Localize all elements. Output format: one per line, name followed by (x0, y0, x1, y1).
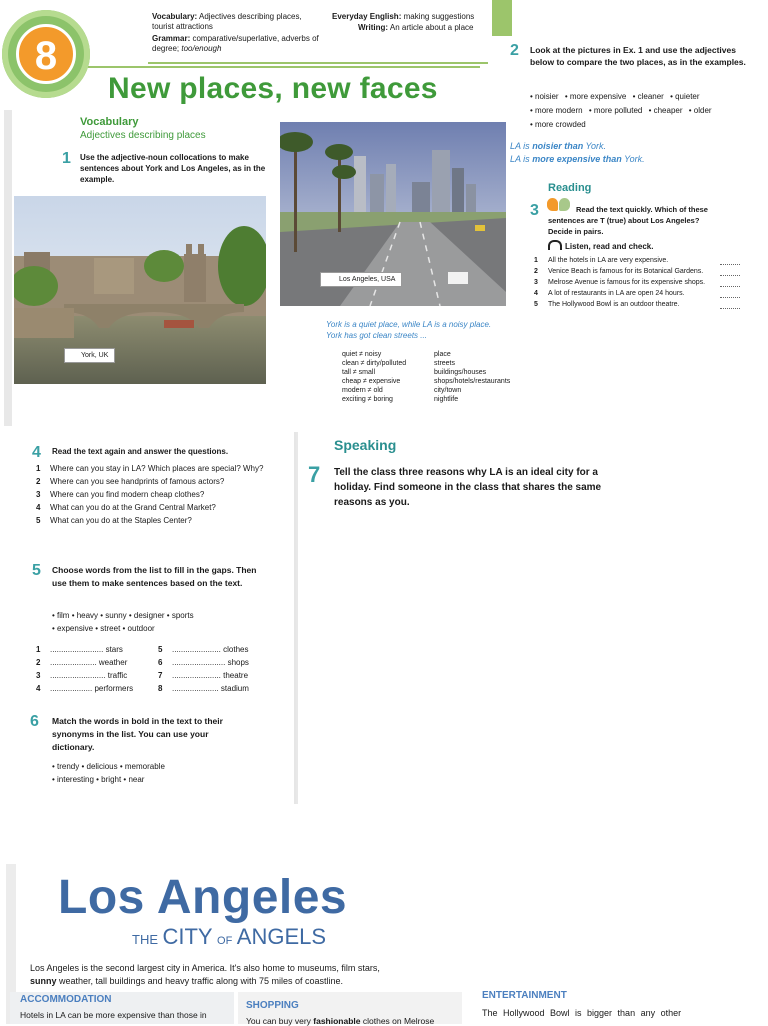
statement-text: A lot of restaurants in LA are open 24 hours. (548, 290, 685, 297)
york-label-text: York, UK (81, 352, 109, 359)
question-text: What can you do at the Grand Central Market? (50, 503, 216, 512)
gap-number: 6 (158, 658, 163, 667)
ex2-bullet: • more crowded (530, 120, 586, 129)
ex2-instruction: Look at the pictures in Ex. 1 and use the adjectives below to compare the two places, as in the examples. (530, 45, 746, 67)
ex5-number: 5 (32, 562, 41, 579)
ex2-bullet: • more expensive (564, 92, 627, 101)
headphones-icon (548, 240, 562, 250)
vocabulary-text: Adjectives describing places, tourist attractions (152, 12, 302, 31)
question-text: Where can you stay in LA? Which places are special? Why? (50, 464, 264, 473)
header-everyday (332, 12, 482, 22)
la-label-text: Los Angeles, USA (339, 276, 396, 283)
photo-york (14, 196, 266, 384)
statement-text: Venice Beach is famous for its Botanical Gardens. (548, 268, 704, 275)
subtitle-angels: ANGELS (236, 924, 327, 949)
answer-blank[interactable] (720, 289, 740, 298)
everyday-label: Everyday English: (332, 12, 402, 21)
vocabulary-subheading: Adjectives describing places (80, 130, 206, 141)
gap-number: 8 (158, 684, 163, 693)
collocation-left-item: cheap ≠ expensive (342, 378, 401, 385)
header-writing (358, 23, 488, 33)
ex5-gaps-right (158, 645, 270, 697)
reading-heading: Reading (548, 182, 592, 194)
gap-item[interactable] (36, 645, 148, 655)
writing-text: An article about a place (389, 23, 474, 32)
collocation-left-item: tall ≠ small (342, 369, 376, 376)
gap-text: ...................... theatre (172, 671, 249, 680)
ex2-bullets-line2 (530, 106, 716, 116)
statement-item (534, 278, 740, 287)
ex2-bullet: • cheaper (648, 106, 683, 115)
statement-item (534, 256, 740, 265)
gap-number: 3 (36, 671, 41, 680)
subtitle-the: THE (132, 932, 158, 947)
answer-blank[interactable] (720, 300, 740, 309)
header-info-box (148, 6, 488, 64)
ex6-list-line2: • interesting • bright • near (52, 775, 145, 784)
collocation-left-item: clean ≠ dirty/polluted (342, 360, 407, 367)
gap-number: 5 (158, 645, 163, 654)
gap-number: 2 (36, 658, 41, 667)
ex1-instruction: Use the adjective-noun collocations to make sentences about York and Los Angeles, as in the example. (80, 153, 266, 184)
ex2-example-1 (510, 141, 606, 151)
ex2-bullet: • older (688, 106, 712, 115)
vocabulary-heading: Vocabulary (80, 116, 139, 128)
ex2-example-2 (510, 154, 645, 164)
ex4-questions (36, 464, 276, 529)
grammar-text-italic: too/enough (181, 44, 222, 53)
question-item (36, 477, 276, 487)
ex3-number: 3 (530, 202, 539, 219)
gap-number: 4 (36, 684, 41, 693)
question-item (36, 464, 276, 474)
answer-blank[interactable] (720, 256, 740, 265)
ex2-bullet: • more polluted (588, 106, 643, 115)
shopping-heading: SHOPPING (246, 1000, 299, 1011)
subtitle-city: CITY (162, 924, 213, 949)
question-text: What can you do at the Staples Center? (50, 516, 192, 525)
ex3-instruction: Read the text quickly. Which of these sentences are T (true) about Los Angeles? Decide in pairs. (548, 205, 708, 236)
answer-blank[interactable] (720, 278, 740, 287)
question-item (36, 490, 276, 500)
collocation-right-item: buildings/houses (434, 369, 487, 376)
statement-number: 5 (534, 301, 538, 308)
ex5-gaps-left (36, 645, 148, 697)
writing-label: Writing: (358, 23, 389, 32)
gap-item[interactable] (36, 684, 148, 694)
york-label (64, 348, 115, 363)
gap-text: ................... performers (50, 684, 134, 693)
ex4-instruction: Read the text again and answer the questions. (52, 447, 229, 456)
ex2-bullet: • quieter (670, 92, 700, 101)
collocation-left-item: exciting ≠ boring (342, 396, 393, 403)
gap-text: ........................ stars (50, 645, 123, 654)
gap-text: ..................... weather (50, 658, 128, 667)
shopping-text (246, 1016, 434, 1026)
accommodation-text: Hotels in LA can be more expensive than those in (20, 1010, 207, 1020)
gap-number: 7 (158, 671, 163, 680)
everyday-text: making suggestions (403, 12, 475, 21)
statement-item (534, 289, 740, 298)
accommodation-heading: ACCOMMODATION (20, 994, 112, 1005)
york-illustration (14, 196, 266, 384)
statement-text: The Hollywood Bowl is an outdoor theatre. (548, 301, 680, 308)
statement-number: 4 (534, 290, 538, 297)
subtitle-of: OF (217, 935, 233, 947)
ex7-instruction: Tell the class three reasons why LA is an ideal city for a holiday. Find someone in the class that shares the same reasons as you. (334, 467, 602, 508)
shopping-text-a: You can buy very (246, 1016, 314, 1026)
grammar-text: comparative/superlative, adverbs of degree; (152, 34, 319, 53)
statement-number: 1 (534, 257, 538, 264)
vocabulary-label: Vocabulary: (152, 12, 198, 21)
ex2-bullet: • noisier (530, 92, 559, 101)
ex5-list-line1: • film • heavy • sunny • designer • sports (52, 611, 194, 620)
collocation-left-item: quiet ≠ noisy (342, 351, 382, 358)
speaking-heading: Speaking (334, 437, 397, 453)
statement-text: Melrose Avenue is famous for its expensive shops. (548, 279, 706, 286)
ex2-example-2-b: more expensive than (532, 154, 622, 164)
intro-text-b: weather, tall buildings and heavy traffic along with 75 miles of coastline. (56, 976, 344, 986)
collocation-right-item: streets (434, 360, 456, 367)
collocation-right-item: shops/hotels/restaurants (434, 378, 511, 385)
unit-badge (2, 10, 90, 98)
ex2-example-1-c: York. (583, 141, 607, 151)
header-vocabulary (152, 12, 322, 32)
statement-item (534, 267, 740, 276)
listen-text: Listen, read and check. (565, 242, 654, 251)
speaking-divider (296, 432, 298, 804)
ex6-instruction: Match the words in bold in the text to their synonyms in the list. You can use your dictionary. (52, 716, 223, 752)
entertainment-heading: ENTERTAINMENT (482, 990, 567, 1001)
unit-badge-inner (16, 24, 76, 84)
ex1-number: 1 (62, 150, 71, 167)
statement-number: 2 (534, 268, 538, 275)
article-subtitle (132, 924, 326, 950)
entertainment-text: The Hollywood Bowl is bigger than any other (482, 1008, 682, 1018)
photo-los-angeles (280, 122, 506, 306)
ex2-number: 2 (510, 42, 519, 59)
question-item (36, 516, 276, 526)
listen-row (548, 240, 653, 252)
ex4-number: 4 (32, 444, 41, 461)
gap-item[interactable] (36, 658, 148, 668)
unit-number: 8 (34, 34, 58, 78)
ex5-list-line2: • expensive • street • outdoor (52, 624, 155, 633)
question-number: 2 (36, 477, 41, 486)
gap-item[interactable] (158, 671, 270, 681)
ex2-example-1-a: LA is (510, 141, 533, 151)
collocation-left-item: modern ≠ old (342, 387, 383, 394)
ex2-example-1-b: noisier than (532, 141, 584, 151)
gap-number: 1 (36, 645, 41, 654)
example-line-1: York is a quiet place, while LA is a noisy place. (326, 320, 492, 329)
example-line-2: York has got clean streets ... (326, 331, 427, 340)
question-text: Where can you find modern cheap clothes? (50, 490, 205, 499)
ex2-bullets-line1 (530, 92, 704, 102)
article-intro (30, 962, 390, 988)
gap-item[interactable] (158, 684, 270, 694)
gap-text: ...................... clothes (172, 645, 249, 654)
ex7-number: 7 (308, 462, 321, 487)
header-grammar (152, 34, 322, 54)
gap-item[interactable] (158, 658, 270, 668)
grammar-label: Grammar: (152, 34, 191, 43)
ex2-bullet: • cleaner (632, 92, 664, 101)
collocation-right-item: city/town (434, 387, 462, 394)
gap-text: ........................ shops (172, 658, 249, 667)
statement-number: 3 (534, 279, 538, 286)
gap-text: ......................... traffic (50, 671, 128, 680)
ex5-instruction: Choose words from the list to fill in the gaps. Then use them to make sentences based on the text. (52, 565, 257, 588)
ex2-example-2-c: York. (621, 154, 645, 164)
ex6-list-line1: • trendy • delicious • memorable (52, 762, 165, 771)
title-bar-line (88, 66, 480, 68)
ex2-bullets-line3 (530, 120, 590, 130)
question-number: 5 (36, 516, 41, 525)
question-text: Where can you see handprints of famous actors? (50, 477, 225, 486)
statement-item (534, 300, 740, 309)
shopping-bold: fashionable (313, 1016, 361, 1026)
statement-text: All the hotels in LA are very expensive. (548, 257, 669, 264)
question-number: 4 (36, 503, 41, 512)
collocation-right-item: nightlife (434, 396, 459, 403)
gap-item[interactable] (158, 645, 270, 655)
la-label (320, 272, 402, 287)
collocations-right (434, 350, 544, 404)
question-number: 1 (36, 464, 41, 473)
ex2-bullet: • more modern (530, 106, 583, 115)
answer-blank[interactable] (720, 267, 740, 276)
page-title: New places, new faces (108, 72, 438, 105)
shopping-text-b: clothes on Melrose (360, 1016, 435, 1026)
intro-bold: sunny (30, 976, 57, 986)
article-title: Los Angeles (58, 871, 348, 924)
header-green-strip (492, 0, 512, 36)
question-number: 3 (36, 490, 41, 499)
gap-text: ..................... stadium (172, 684, 249, 693)
ex6-number: 6 (30, 713, 39, 730)
collocations-left (342, 350, 432, 404)
question-item (36, 503, 276, 513)
ex2-example-2-a: LA is (510, 154, 533, 164)
intro-text-a: Los Angeles is the second largest city in America. It's also home to museums, film stars, (30, 963, 380, 973)
collocation-right-item: place (434, 351, 451, 358)
gap-item[interactable] (36, 671, 148, 681)
reading-statements (534, 256, 740, 311)
